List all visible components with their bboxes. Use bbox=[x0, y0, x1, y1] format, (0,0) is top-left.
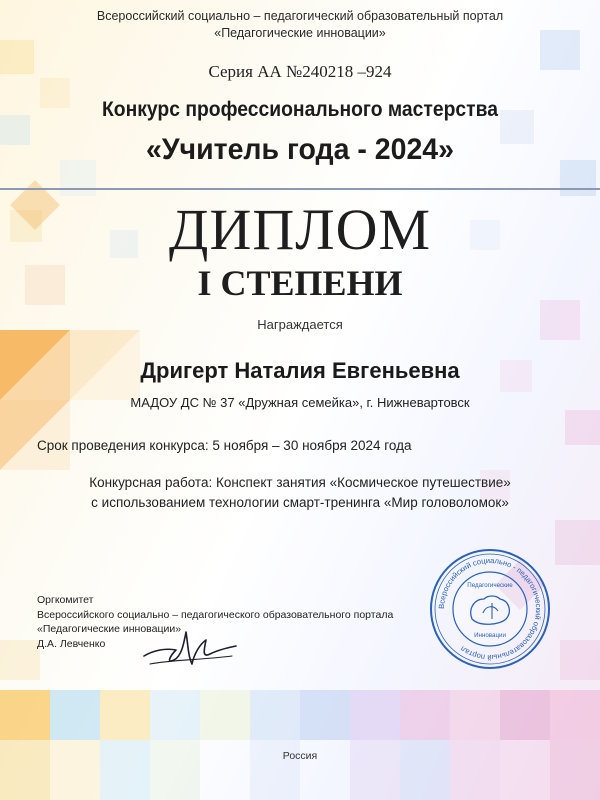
committee-signer: Д.А. Левченко bbox=[37, 637, 106, 650]
contest-work bbox=[0, 473, 600, 513]
portal-name-line2: «Педагогические инновации» bbox=[214, 26, 386, 40]
contest-name: Конкурс профессионального мастерства bbox=[101, 98, 499, 121]
series-number: Серия АА №240218 –924 bbox=[208, 62, 392, 81]
recipient-name: Дригерт Наталия Евгеньевна bbox=[140, 358, 460, 383]
committee-label: Оргкомитет bbox=[37, 594, 94, 606]
country-label: Россия bbox=[282, 750, 318, 762]
committee-line2: «Педагогические инновации» bbox=[37, 623, 182, 635]
diploma-degree: I СТЕПЕНИ bbox=[197, 263, 403, 303]
seal-bottom-text: Инновации bbox=[474, 632, 506, 639]
diploma-heading: ДИПЛОМ bbox=[168, 197, 432, 262]
contest-title: «Учитель года - 2024» bbox=[145, 133, 455, 166]
seal-stamp-icon bbox=[428, 547, 552, 671]
contest-period: Срок проведения конкурса: 5 ноября – 30 ноября 2024 года bbox=[37, 438, 412, 453]
signature-icon bbox=[140, 626, 240, 674]
header-divider bbox=[0, 188, 600, 190]
committee-line1: Всероссийского социально – педагогического образовательного портала bbox=[37, 608, 394, 621]
contest-work-line1: Конкурсная работа: Конспект занятия «Космическое путешествие» bbox=[89, 475, 511, 490]
portal-name bbox=[0, 8, 600, 42]
seal-ring-text: Всероссийский социально - педагогический образовательный портал bbox=[436, 555, 544, 663]
seal-top-text: Педагогические bbox=[467, 582, 513, 589]
recipient-organization: МАДОУ ДС № 37 «Дружная семейка», г. Нижневартовск bbox=[130, 395, 470, 410]
portal-name-line1: Всероссийский социально – педагогический образовательный портал bbox=[96, 9, 504, 23]
contest-work-line2: с использованием технологии смарт-тренинга «Мир головоломок» bbox=[91, 495, 509, 510]
awarded-label: Награждается bbox=[257, 317, 343, 332]
